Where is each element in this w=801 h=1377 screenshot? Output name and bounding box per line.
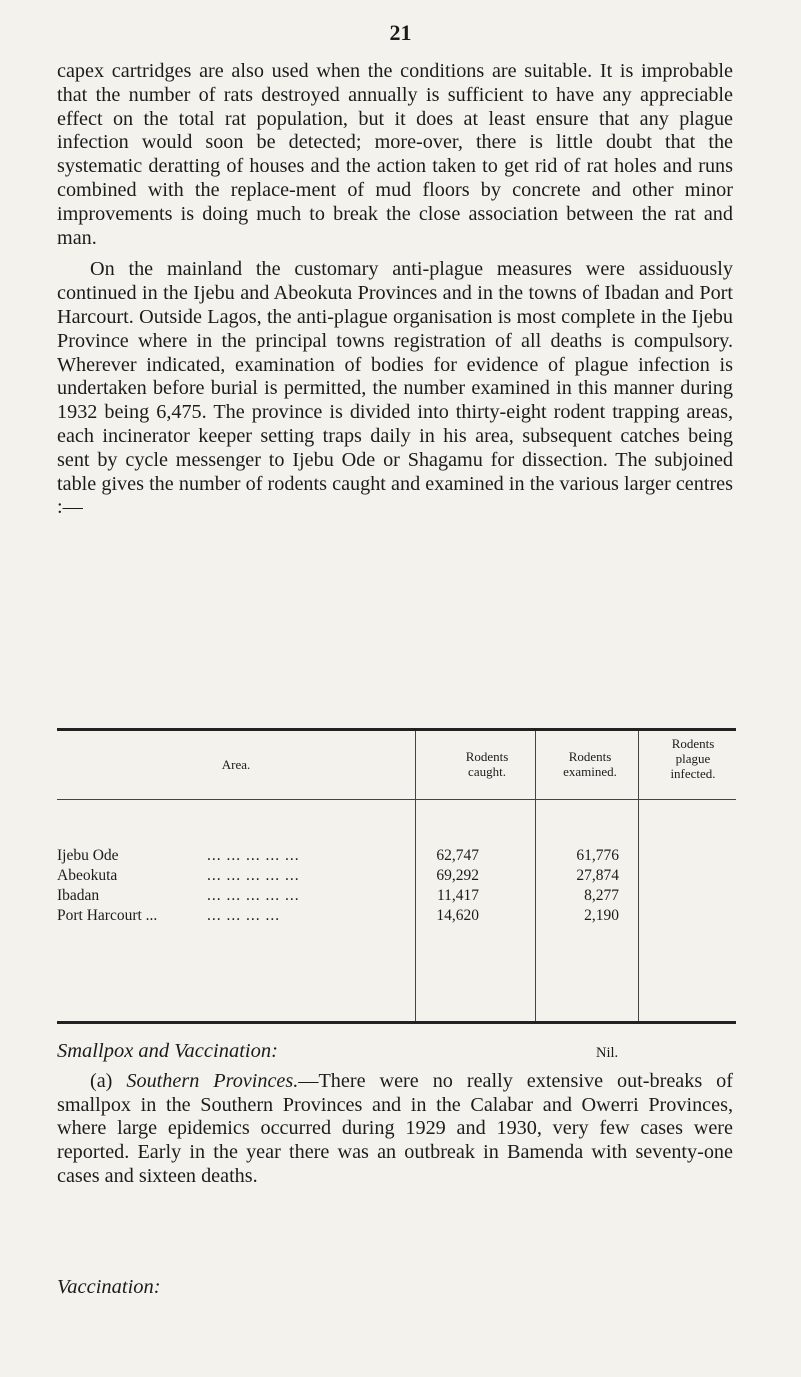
row-leader: ... ... ... ... ... [207, 847, 300, 864]
row-examined: 8,277 [584, 887, 619, 904]
paragraph-3-text: —There were no really extensive out-breaks of smallpox in the Southern Provinces and in the Calabar and Owerri Provinces, where large epidemics occurred during 1929 and 1930, very few cases were reported. Early in the year there was an outbreak in Bamenda with seventy-one cases and sixteen deaths. [57, 1069, 733, 1187]
row-area: Port Harcourt ... [57, 907, 158, 924]
row-leader: ... ... ... ... ... [207, 867, 300, 884]
row-caught: 62,747 [436, 847, 479, 864]
row-area: Abeokuta [57, 867, 118, 884]
row-area: Ibadan [57, 887, 100, 904]
row-leader: ... ... ... ... ... [207, 887, 300, 904]
header-caught: Rodents caught. [465, 749, 509, 779]
table-row [57, 907, 736, 927]
sub-title: Southern Provinces. [126, 1069, 299, 1092]
section-heading: Smallpox and Vaccination: [57, 1040, 278, 1062]
header-infected: Rodents plague infected. [670, 736, 716, 781]
row-examined: 2,190 [584, 907, 619, 924]
table-row [57, 867, 736, 887]
table-row [57, 847, 736, 867]
paragraph-1: capex cartridges are also used when the conditions are suitable. It is improbable that the number of rats destroyed annually is sufficient to have any appreciable effect on the total rat population, but it does at least ensure that any plague infection would soon be detected; more-over, there is little doubt that the systematic deratting of houses and the action taken to get rid of rat holes and runs combined with the replace-ment of mud floors by concrete and other minor improvements is doing much to break the close association between the rat and man. [57, 60, 733, 249]
page-number: 21 [389, 20, 412, 45]
row-caught: 69,292 [436, 867, 479, 884]
row-area: Ijebu Ode [57, 847, 119, 864]
row-caught: 11,417 [436, 887, 479, 904]
header-area: Area. [221, 757, 251, 772]
row-examined: 61,776 [576, 847, 619, 864]
row-leader: ... ... ... ... [207, 907, 281, 924]
header-examined: Rodents examined. [563, 749, 617, 779]
sub-label: (a) [90, 1069, 113, 1092]
paragraph-2: On the mainland the customary anti-plague measures were assiduously continued in the Ijebu and Abeokuta Provinces and in the towns of Ibadan and Port Harcourt. Outside Lagos, the anti-plague organisation is most complete in the Ijebu Province where in the principal towns registration of all deaths is compulsory. Wherever indicated, examination of bodies for evidence of plague infection is undertaken before burial is permitted, the number examined in this manner during 1932 being 6,475. The province is divided into thirty-eight rodent trapping areas, each incinerator keeper setting traps daily in his area, subsequent catches being sent by cycle messenger to Ijebu Ode or Shagamu for dissection. The subjoined table gives the number of rodents caught and examined in the various larger centres :— [57, 258, 733, 519]
rodents-table [57, 728, 736, 1024]
body-text-bottom [57, 1040, 733, 1189]
infected-nil: Nil. [596, 1045, 619, 1061]
body-text-top [57, 60, 733, 520]
vaccination-heading: Vaccination: [57, 1276, 161, 1298]
row-examined: 27,874 [576, 867, 619, 884]
row-caught: 14,620 [436, 907, 479, 924]
paragraph-3 [57, 1070, 733, 1189]
table-header-rule [57, 799, 736, 800]
table-row [57, 887, 736, 907]
